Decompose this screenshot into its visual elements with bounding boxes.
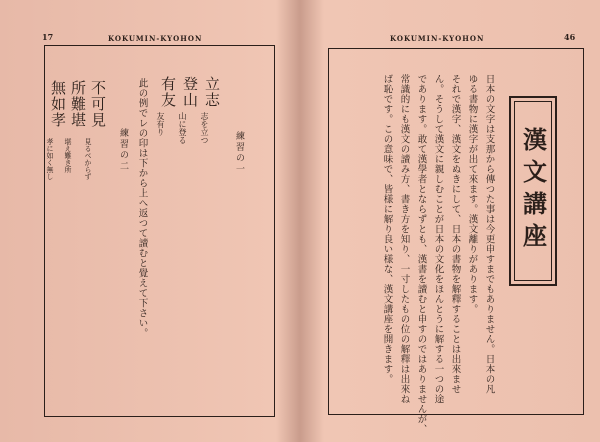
exercise-one-kanbun-1: 立志 xyxy=(203,76,221,108)
body-line-5: であります。敢て漢學者とならずとも、漢書を讀むと申すのではありませんが、 xyxy=(415,74,427,434)
body-line-1: 日本の文字は支那から傳つた事は今更申すまでもありません。日本の凡 xyxy=(483,74,495,394)
exercise-one-kanbun-2: 登山 xyxy=(181,76,199,108)
running-header: KOKUMIN-KYOHON xyxy=(108,34,203,43)
exercise-two-reading-3: 孝に如く無し xyxy=(46,138,54,180)
running-header: KOKUMIN-KYOHON xyxy=(390,34,485,43)
page-number: 46 xyxy=(564,32,576,42)
body-line-3: それで漢字、漢文をぬきにして、日本の書物を解釋することは出來ませ xyxy=(449,74,461,394)
body-line-2: ゆる書物に漢字が出て來ます。漢文離りがあります。 xyxy=(466,74,478,314)
exercise-two-kanbun-2: 所難堪 xyxy=(69,80,87,128)
body-line-6: 常識的にも漢文の讀み方、書き方を知り、一寸したもの位の解釋は出來ね xyxy=(398,74,410,404)
exercise-one-heading: 練習の一 xyxy=(234,131,244,175)
exercise-two-reading-1: 見るべからず xyxy=(84,138,92,180)
exercise-one-reading-2: 山に登る xyxy=(178,112,187,144)
left-page xyxy=(0,0,298,442)
exercise-one-kanbun-3: 有友 xyxy=(159,76,177,108)
exercise-one-reading-3: 友有り xyxy=(156,112,165,136)
body-line-4: ん。そうして漢文に親しむことが日本の文化をほんとうに解する一つの途 xyxy=(432,74,444,404)
exercise-two-kanbun-3: 無如孝 xyxy=(49,80,67,128)
exercise-one-reading-1: 志を立つ xyxy=(200,112,209,144)
right-page xyxy=(302,0,600,442)
body-line-7: ば恥です。この意味で、皆様に解り良い様な、漢文講座を開きます。 xyxy=(381,74,393,384)
page-number: 17 xyxy=(42,32,54,42)
exercise-two-kanbun-1: 不可見 xyxy=(89,80,107,128)
exercise-two-heading: 練習の二 xyxy=(118,128,128,172)
exercise-two-reading-2: 堪え難き所 xyxy=(64,138,72,173)
instruction-text: 此の例でレの印は下から上へ返つて讀むと覺えて下さい。 xyxy=(136,78,148,338)
section-title-box xyxy=(509,96,557,286)
section-title: 漢文講座 xyxy=(518,127,548,255)
